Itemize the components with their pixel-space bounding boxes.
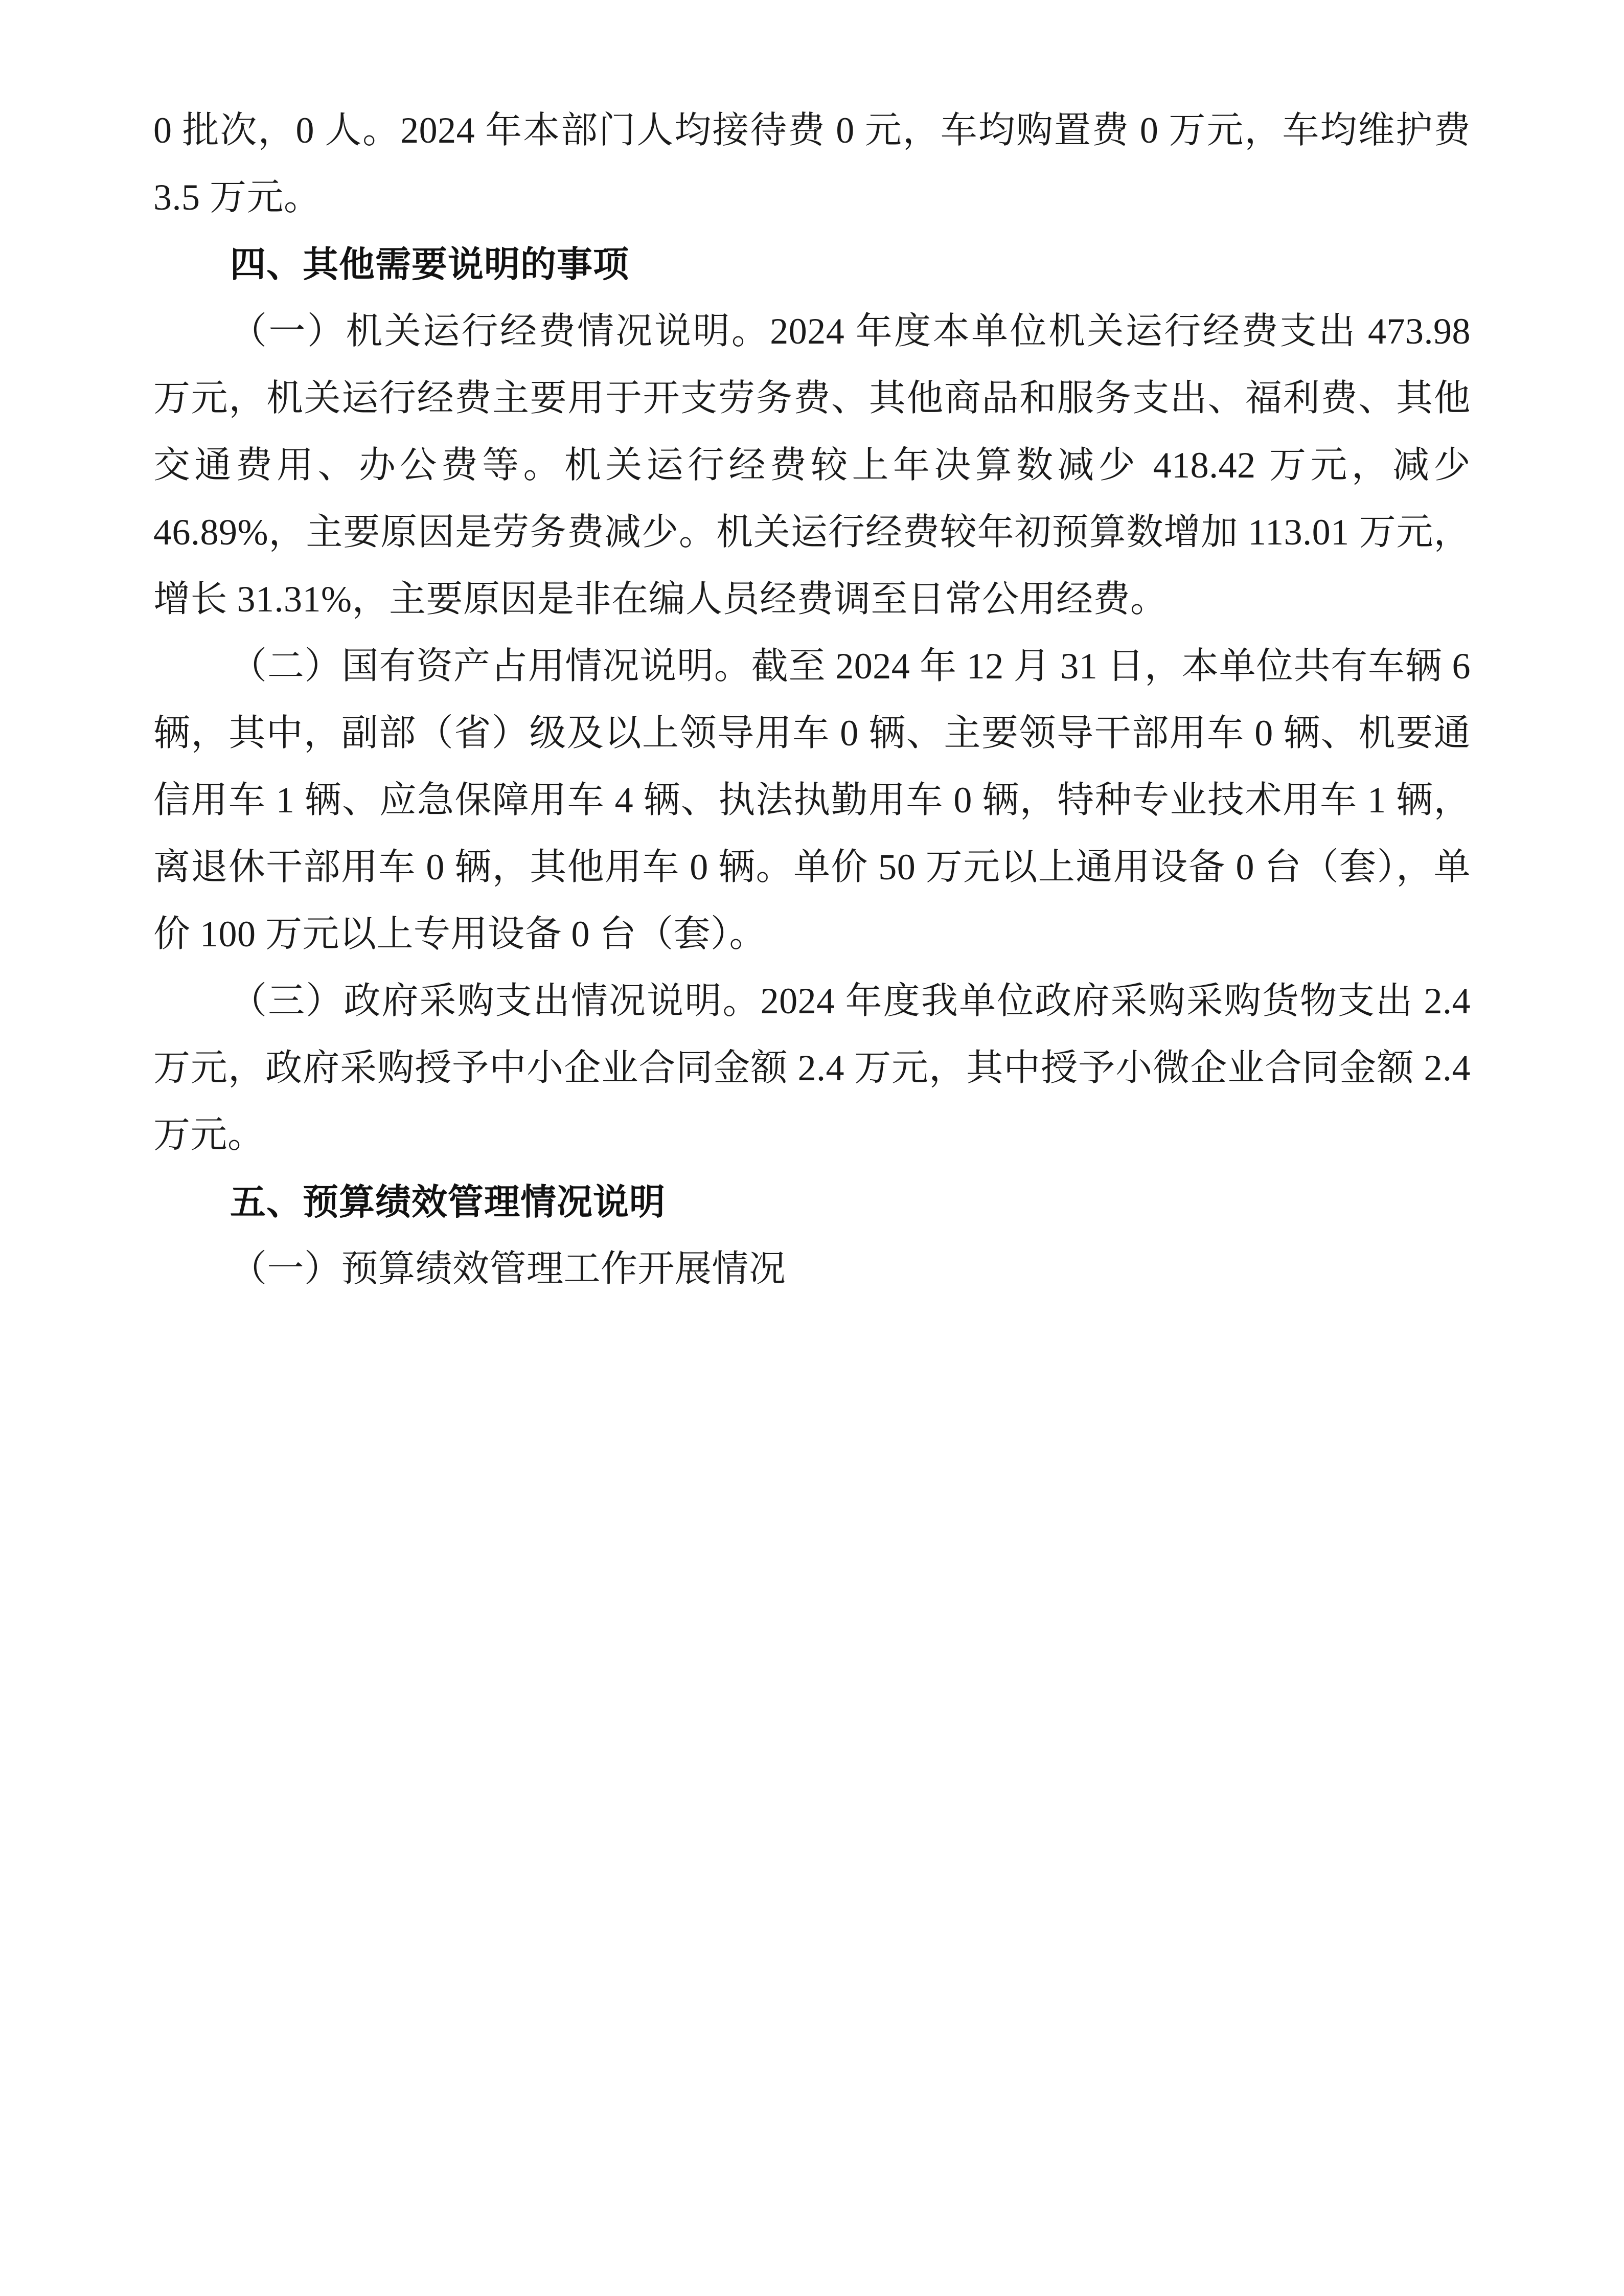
paragraph-operating-expenses: （一）机关运行经费情况说明。2024 年度本单位机关运行经费支出 473.98 万元，机关运行经费主要用于开支劳务费、其他商品和服务支出、福利费、其他交通费用、办公费等。机关运行经费较上年决算数减少 418.42 万元，减少 46.89%，主要原因是劳务费减少。机关运行经费较年初预算数增加 113.01 万元，增长 31.31%，主要原因是非在编人员经费调至日常公用经费。 [153,311,1471,620]
section-heading-four: 四、其他需要说明的事项 [230,243,629,285]
paragraph-state-assets: （二）国有资产占用情况说明。截至 2024 年 12 月 31 日，本单位共有车辆 6 辆，其中，副部（省）级及以上领导用车 0 辆、主要领导干部用车 0 辆、机要通信用车 1 辆、应急保障用车 4 辆、执法执勤用车 0 辆，特种专业技术用车 1 辆，离退休干部用车 0 辆，其他用车 0 辆。单价 50 万元以上通用设备 0 台（套），单价 100 万元以上专用设备 0 台（套）。 [153,646,1471,954]
section-heading-five: 五、预算绩效管理情况说明 [230,1181,666,1223]
paragraph-continued-top: 0 批次，0 人。2024 年本部门人均接待费 0 元，车均购置费 0 万元，车均维护费 3.5 万元。 [153,110,1471,218]
paragraph-government-procurement: （三）政府采购支出情况说明。2024 年度我单位政府采购采购货物支出 2.4 万元，政府采购授予中小企业合同金额 2.4 万元，其中授予小微企业合同金额 2.4 万元。 [153,981,1471,1155]
document-body [153,97,1471,1303]
paragraph-performance-management: （一）预算绩效管理工作开展情况 [230,1248,786,1289]
